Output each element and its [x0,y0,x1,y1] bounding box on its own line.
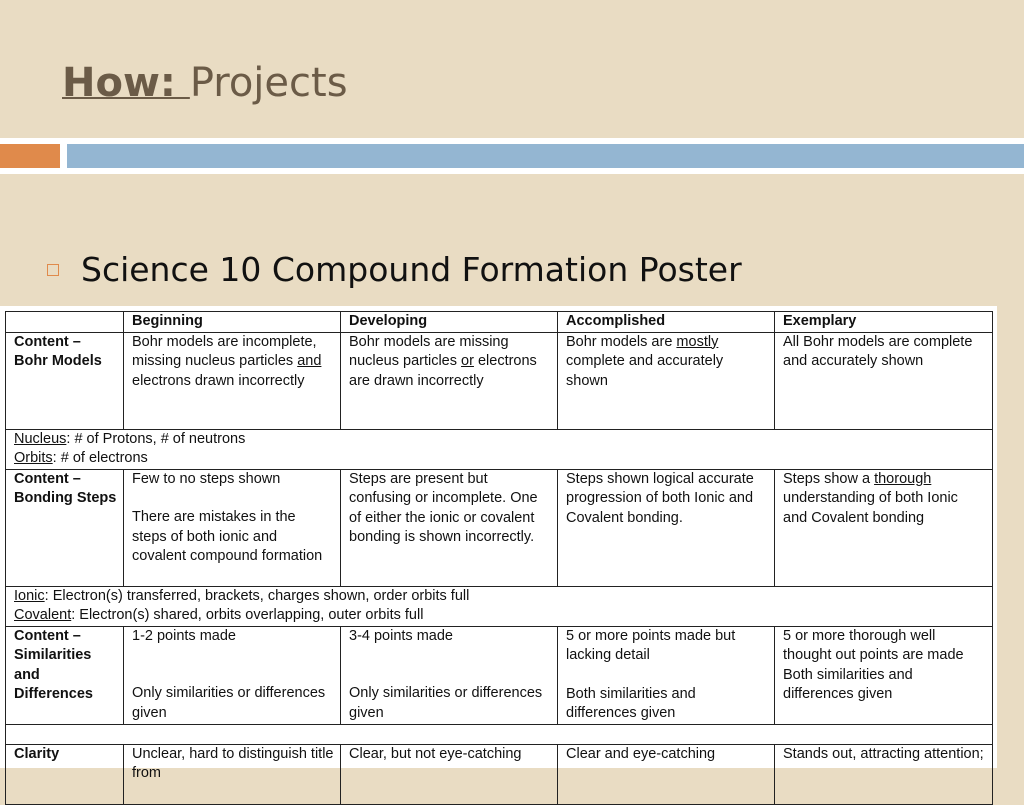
criterion-similarities: Content – Similarities and Differences [6,626,124,724]
header-row [6,312,993,333]
bohr-notes [6,429,993,469]
table-row-bonding [6,469,993,586]
header-accomplished: Accomplished [558,312,775,333]
accent-bar-orange [0,144,60,168]
table-row-spacer [6,724,993,744]
table-row-bonding-notes [6,586,993,626]
header-cell-empty [6,312,124,333]
clarity-developing: Clear, but not eye-catching [341,744,558,804]
bonding-beginning: Few to no steps shown There are mistakes in the steps of both ionic and covalent compound formation [124,469,341,586]
note-nucleus: Nucleus: # of Protons, # of neutrons [14,430,246,447]
table-row-bohr-notes [6,429,993,469]
slide-title [62,60,348,106]
note-orbits: Orbits: # of electrons [14,450,148,466]
clarity-accomplished: Clear and eye-catching [558,744,775,804]
header-exemplary: Exemplary [775,312,993,333]
spacer-cell [6,724,993,744]
similarities-developing: 3-4 points made Only similarities or differences given [341,626,558,724]
bohr-exemplary: All Bohr models are complete and accurately shown [775,332,993,429]
bohr-accomplished: Bohr models are mostly complete and accurately shown [558,332,775,429]
criterion-bohr: Content – Bohr Models [6,332,124,429]
rubric-table [5,311,993,805]
bonding-exemplary: Steps show a thorough understanding of both Ionic and Covalent bonding [775,469,993,586]
rubric-image [0,306,997,781]
similarities-accomplished: 5 or more points made but lacking detail Both similarities and differences given [558,626,775,724]
table-row-bohr [6,332,993,429]
square-bullet-icon [47,264,59,276]
table-row-clarity [6,744,993,804]
header-developing: Developing [341,312,558,333]
note-covalent: Covalent: Electron(s) shared, orbits overlapping, outer orbits full [14,607,424,623]
bonding-developing: Steps are present but confusing or incomplete. One of either the ionic or covalent bonding is shown incorrectly. [341,469,558,586]
clarity-exemplary: Stands out, attracting attention; [775,744,993,804]
note-ionic: Ionic: Electron(s) transferred, brackets, charges shown, order orbits full [14,587,470,604]
bonding-notes [6,586,993,626]
similarities-exemplary: 5 or more thorough well thought out points are made Both similarities and differences given [775,626,993,724]
criterion-clarity: Clarity [6,744,124,804]
bohr-developing: Bohr models are missing nucleus particles or electrons are drawn incorrectly [341,332,558,429]
title-projects: Projects [189,60,348,106]
header-beginning: Beginning [124,312,341,333]
bohr-beginning: Bohr models are incomplete, missing nucleus particles and electrons drawn incorrectly [124,332,341,429]
criterion-bonding: Content – Bonding Steps [6,469,124,586]
bullet-text: Science 10 Compound Formation Poster [81,250,742,289]
accent-bar-blue [67,144,1024,168]
similarities-beginning: 1-2 points made Only similarities or differences given [124,626,341,724]
table-row-similarities [6,626,993,724]
clarity-beginning: Unclear, hard to distinguish title from [124,744,341,804]
bonding-accomplished: Steps shown logical accurate progression of both Ionic and Covalent bonding. [558,469,775,586]
title-how: How: [62,60,190,106]
